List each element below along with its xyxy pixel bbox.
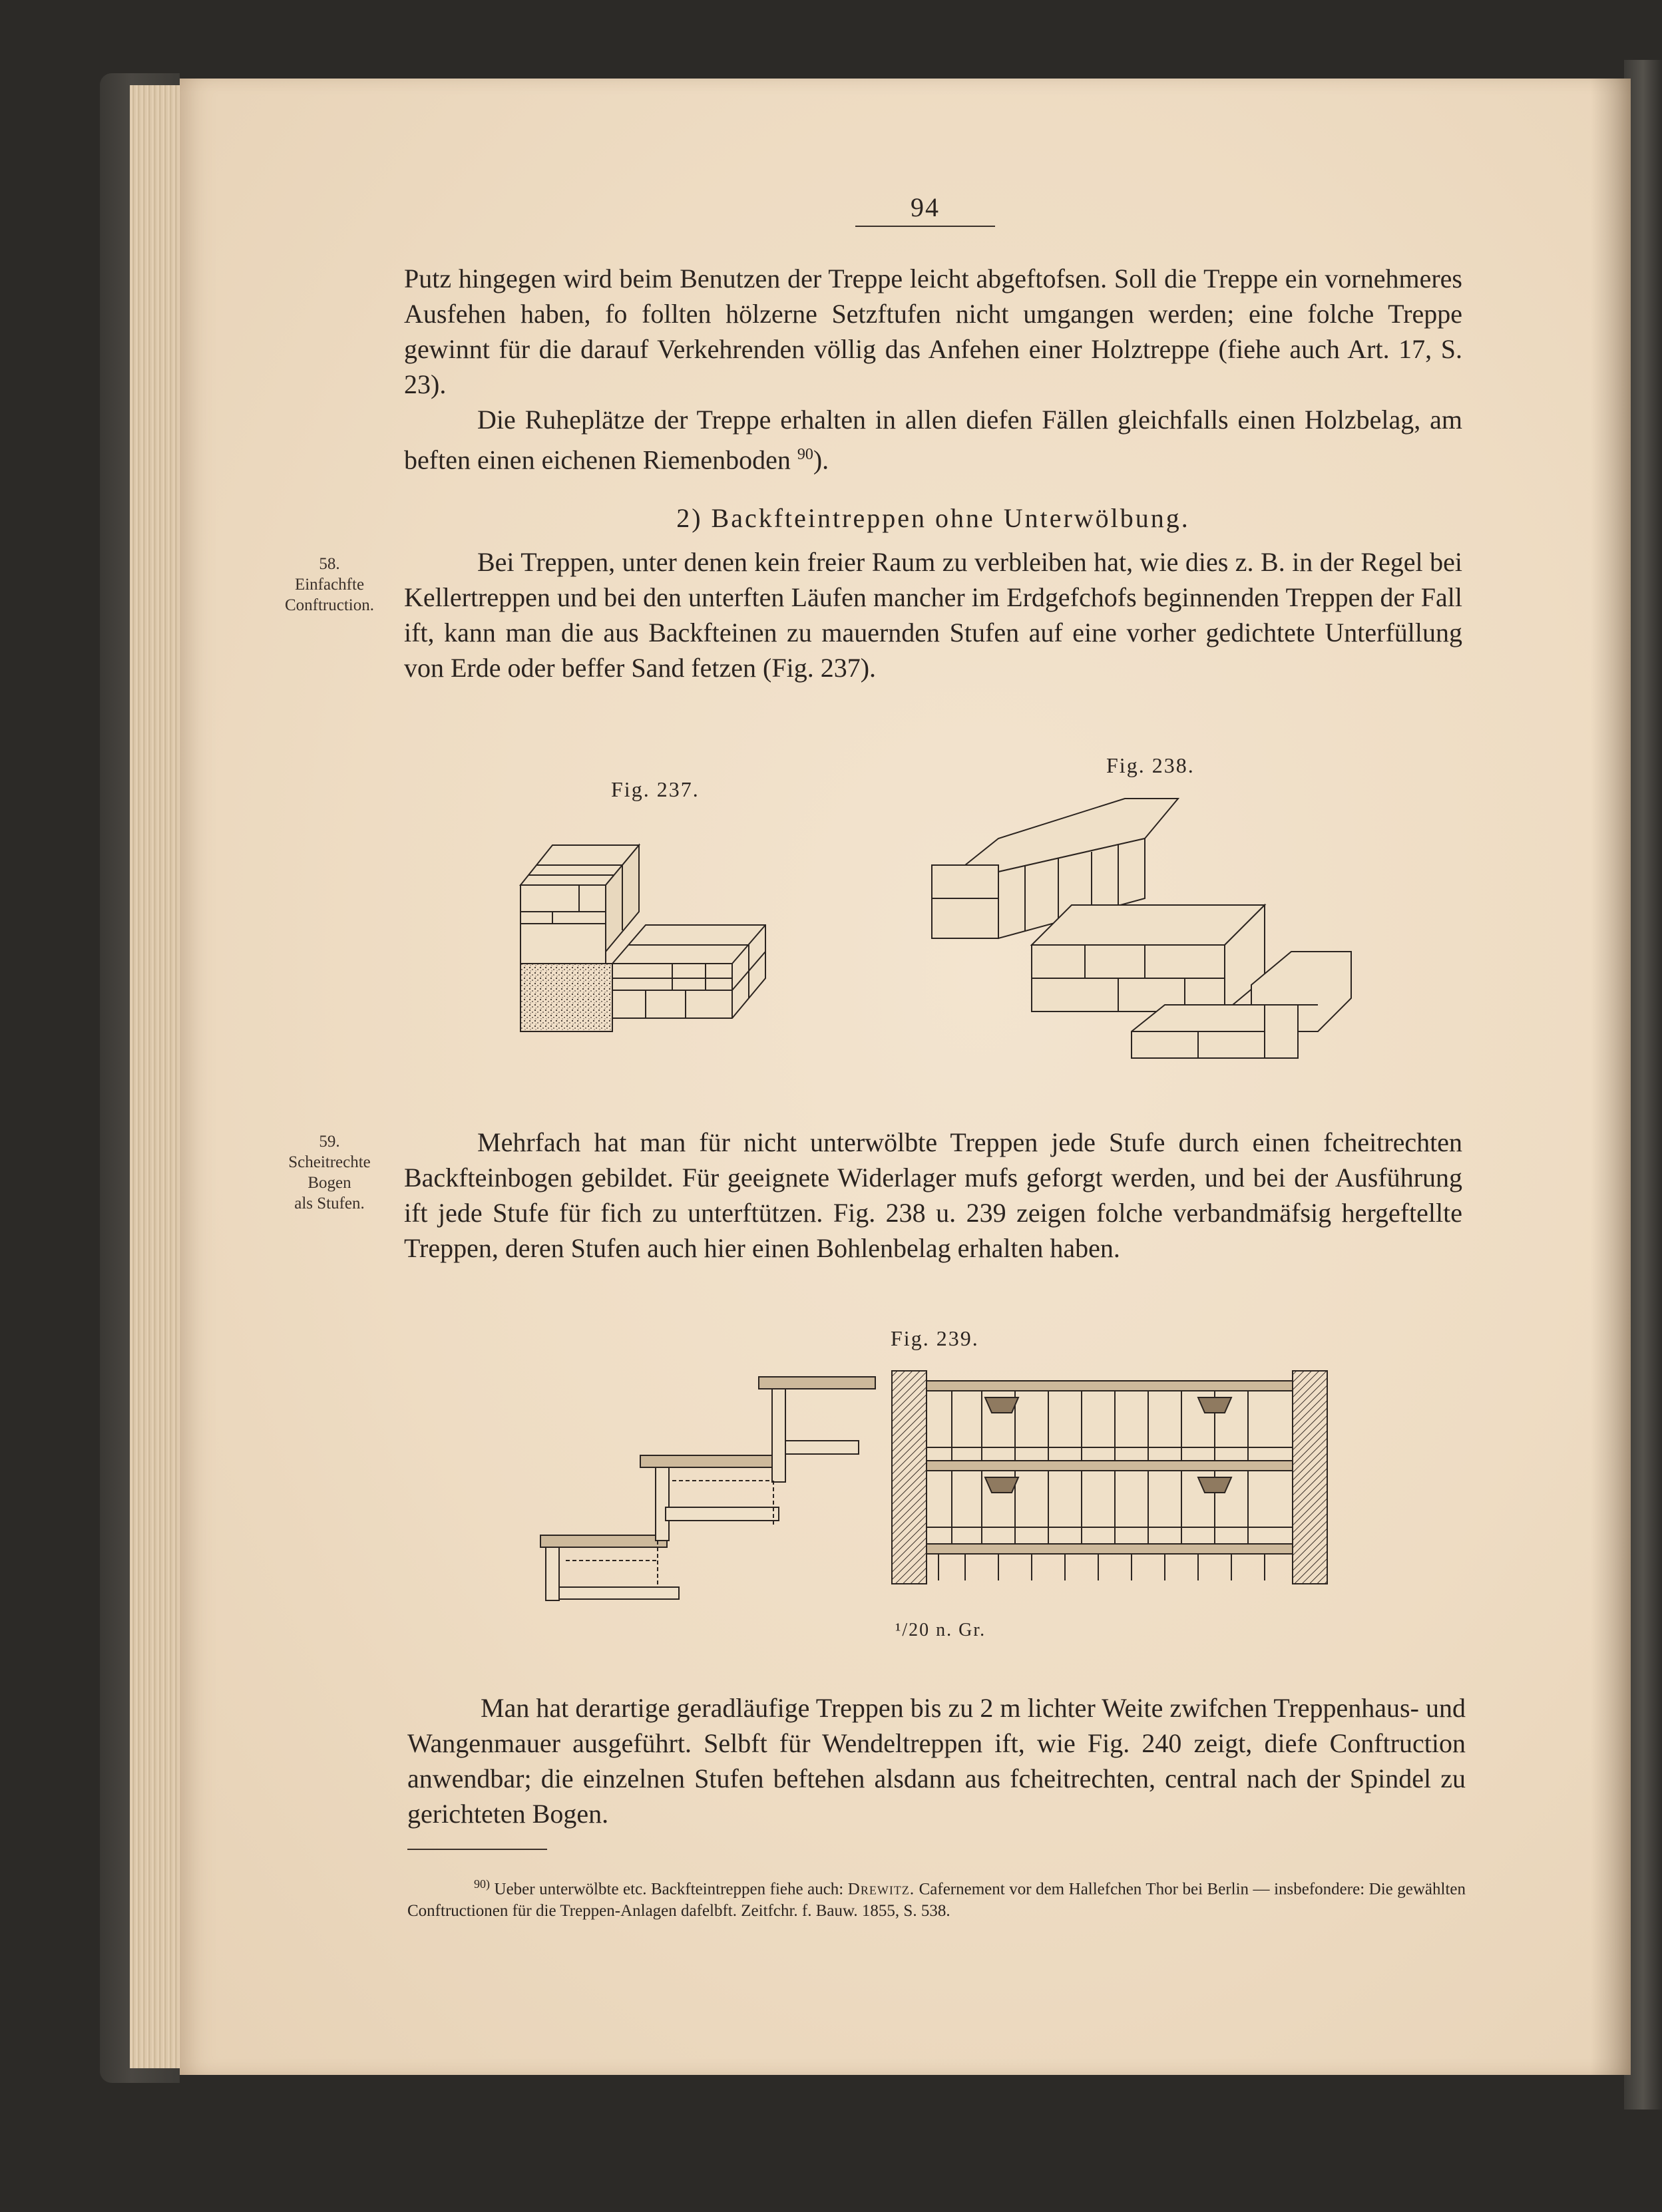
- footnote: [407, 1873, 1466, 1922]
- page-number: 94: [855, 192, 995, 227]
- margin-note-59-line2: Bogen: [308, 1174, 351, 1192]
- margin-note-58-line2: Conftruction.: [284, 596, 374, 614]
- footnote-text-b: Cafernement vor dem Hallefchen Thor bei Berlin — insbefondere: Die gewählten Conftructionen für die Treppen-Anlagen dafelbft. Zeitfchr. f. Bauw. 1855, S. 538.: [407, 1880, 1466, 1921]
- fig-239-plan: [885, 1368, 1338, 1594]
- margin-note-58-number: 58.: [319, 555, 340, 573]
- margin-note-59-line1: Scheitrechte: [288, 1153, 371, 1171]
- paragraph-last: Man hat derartige geradläufige Treppen bis zu 2 m lichter Weite zwifchen Treppenhaus- und Wangenmauer ausgeführt. Selbft für Wendeltreppen ift, wie Fig. 240 zeigt, diefe Conftruction anwendbar; die einzelnen Stufen beftehen alsdann aus fcheitrechten, central nach der Spindel zu gerichteten Bogen.: [407, 1693, 1466, 1829]
- paragraph-ruheplaetze: [404, 402, 1462, 477]
- footnote-text-a: Ueber unterwölbte etc. Backfteintreppen fiehe auch:: [494, 1880, 844, 1899]
- section-heading: 2) Backfteintreppen ohne Unterwölbung.: [676, 503, 1190, 533]
- margin-note-58: [266, 554, 393, 616]
- footnote-ref[interactable]: 90: [797, 446, 813, 463]
- footnote-rule: [407, 1849, 547, 1850]
- margin-note-59: [266, 1131, 393, 1214]
- paragraph-putz: Putz hingegen wird beim Benutzen der Treppe leicht abgeftofsen. Soll die Treppe ein vornehmeres Ausfehen haben, fo follten hölzerne Setzftufen nicht umgangen werden; eine folche Treppe gewinnt für die darauf Verkehrenden völlig das Anfehen einer Holztreppe (fiehe auch Art. 17, S. 23).: [404, 264, 1462, 399]
- footnote-ref-close: ).: [813, 445, 829, 475]
- margin-note-59-number: 59.: [319, 1133, 340, 1151]
- footnote-author: Drewitz.: [847, 1880, 915, 1899]
- gutter-shadow: [1591, 79, 1631, 2075]
- fig-237-caption: Fig. 237.: [611, 777, 700, 801]
- fig-237-illustration: [513, 812, 785, 1038]
- paragraph-59-block: [404, 1125, 1462, 1266]
- paragraph-top-block: [404, 261, 1462, 477]
- paragraph-58-block: [404, 544, 1462, 685]
- paragraph-58: Bei Treppen, unter denen kein freier Raum zu verbleiben hat, wie dies z. B. in der Regel bei Kellertreppen und bei den unterften Läufen mancher im Erdgefchofs beginnenden Treppen der Fall ift, kann man die aus Backfteinen zu mauernden Stufen auf eine vorher gedichtete Unterfüllung von Erde oder beffer Sand fetzen (Fig. 237).: [404, 547, 1462, 683]
- fig-238-caption: Fig. 238.: [1106, 753, 1195, 777]
- scale-label: ¹/20 n. Gr.: [895, 1620, 986, 1640]
- footnote-marker: 90): [474, 1877, 490, 1891]
- paragraph-last-block: [407, 1690, 1466, 1831]
- fig-238-illustration: [919, 785, 1358, 1078]
- paragraph-59: Mehrfach hat man für nicht unterwölbte Treppen jede Stufe durch einen fcheitrechten Backfteinbogen gebildet. Für geeignete Widerlager mufs geforgt werden, und bei der Ausführung ift jede Stufe für fich zu unterftützen. Fig. 238 u. 239 zeigen folche verbandmäfsig hergeftellte Treppen, deren Stufen auch hier einen Bohlenbelag erhalten haben.: [404, 1127, 1462, 1263]
- paragraph-ruheplaetze-text: Die Ruheplätze der Treppe erhalten in allen diefen Fällen gleichfalls einen Holzbelag, am beften einen eichenen Riemenboden: [404, 405, 1462, 475]
- fig-239-caption: Fig. 239.: [891, 1326, 979, 1350]
- fig-239-section: [532, 1368, 879, 1627]
- margin-note-59-line3: als Stufen.: [294, 1195, 365, 1212]
- margin-note-58-line1: Einfachfte: [294, 576, 365, 594]
